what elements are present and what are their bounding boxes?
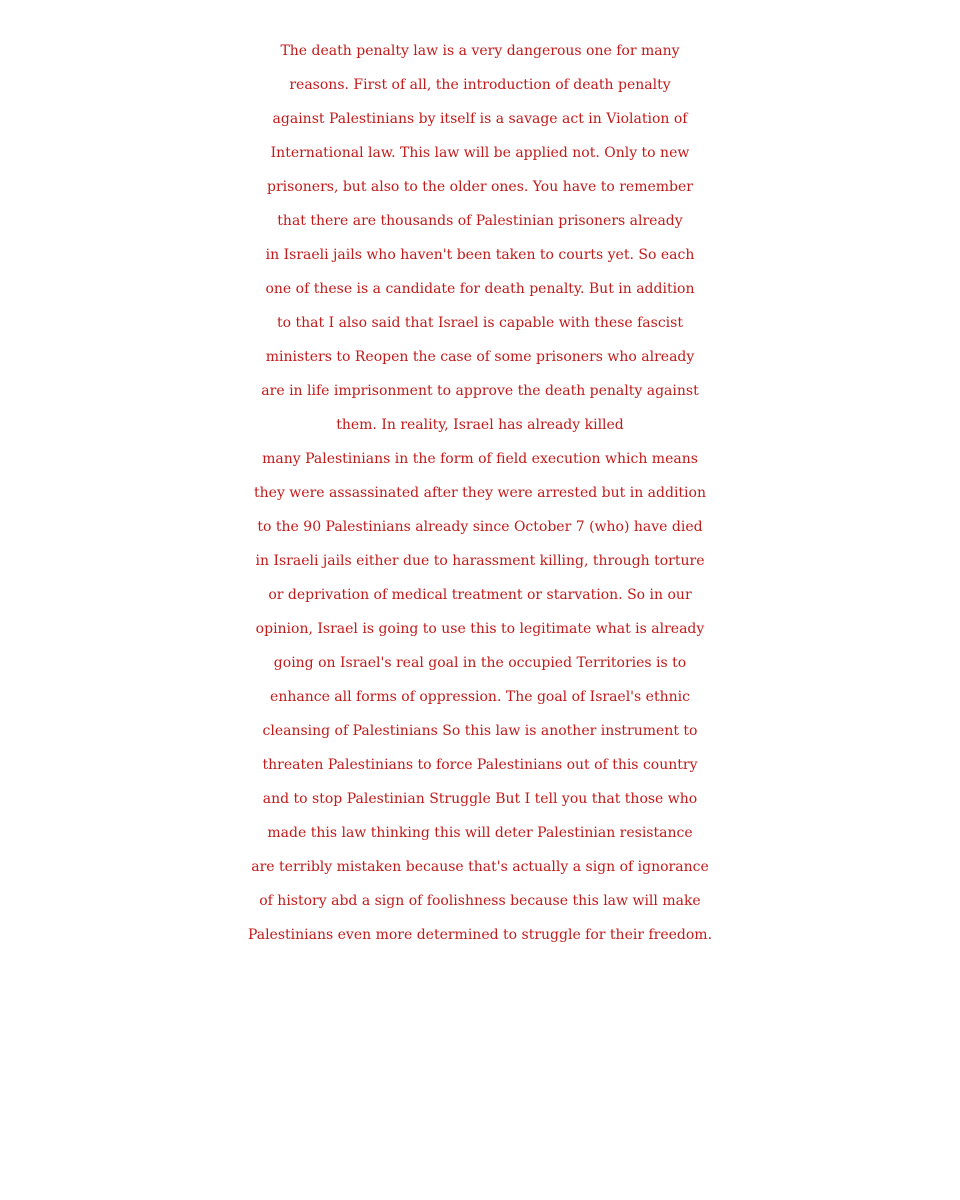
text-line: reasons. First of all, the introduction of death penalty: [289, 77, 671, 93]
quote-text-block: [0, 34, 960, 952]
text-line: in Israeli jails either due to harassment killing, through torture: [255, 553, 705, 569]
text-line: opinion, Israel is going to use this to legitimate what is already: [255, 621, 705, 637]
text-line: Palestinians even more determined to struggle for their freedom.: [247, 927, 713, 943]
text-line: going on Israel's real goal in the occupied Territories is to: [273, 655, 687, 671]
text-line: one of these is a candidate for death penalty. But in addition: [265, 281, 695, 297]
text-line: against Palestinians by itself is a savage act in Violation of: [272, 111, 688, 127]
text-line: to the 90 Palestinians already since October 7 (who) have died: [257, 519, 703, 535]
text-line: The death penalty law is a very dangerous one for many: [280, 43, 680, 59]
text-line: many Palestinians in the form of field execution which means: [262, 451, 698, 467]
text-line: them. In reality, Israel has already killed: [336, 417, 624, 433]
text-line: they were assassinated after they were arrested but in addition: [254, 485, 706, 501]
text-line: made this law thinking this will deter Palestinian resistance: [267, 825, 693, 841]
text-line: are in life imprisonment to approve the death penalty against: [261, 383, 699, 399]
text-line: cleansing of Palestinians So this law is another instrument to: [262, 723, 698, 739]
text-line: that there are thousands of Palestinian prisoners already: [277, 213, 683, 229]
text-line: and to stop Palestinian Struggle But I tell you that those who: [262, 791, 698, 807]
text-line: enhance all forms of oppression. The goal of Israel's ethnic: [270, 689, 690, 705]
text-line: of history abd a sign of foolishness because this law will make: [259, 893, 701, 909]
text-line: are terribly mistaken because that's actually a sign of ignorance: [251, 859, 709, 875]
text-line: threaten Palestinians to force Palestinians out of this country: [262, 757, 698, 773]
text-line: International law. This law will be applied not. Only to new: [270, 145, 690, 161]
text-line: in Israeli jails who haven't been taken to courts yet. So each: [265, 247, 695, 263]
text-line: or deprivation of medical treatment or starvation. So in our: [268, 587, 692, 603]
text-line: to that I also said that Israel is capable with these fascist: [277, 315, 683, 331]
text-line: ministers to Reopen the case of some prisoners who already: [265, 349, 695, 365]
text-line: prisoners, but also to the older ones. You have to remember: [267, 179, 693, 195]
